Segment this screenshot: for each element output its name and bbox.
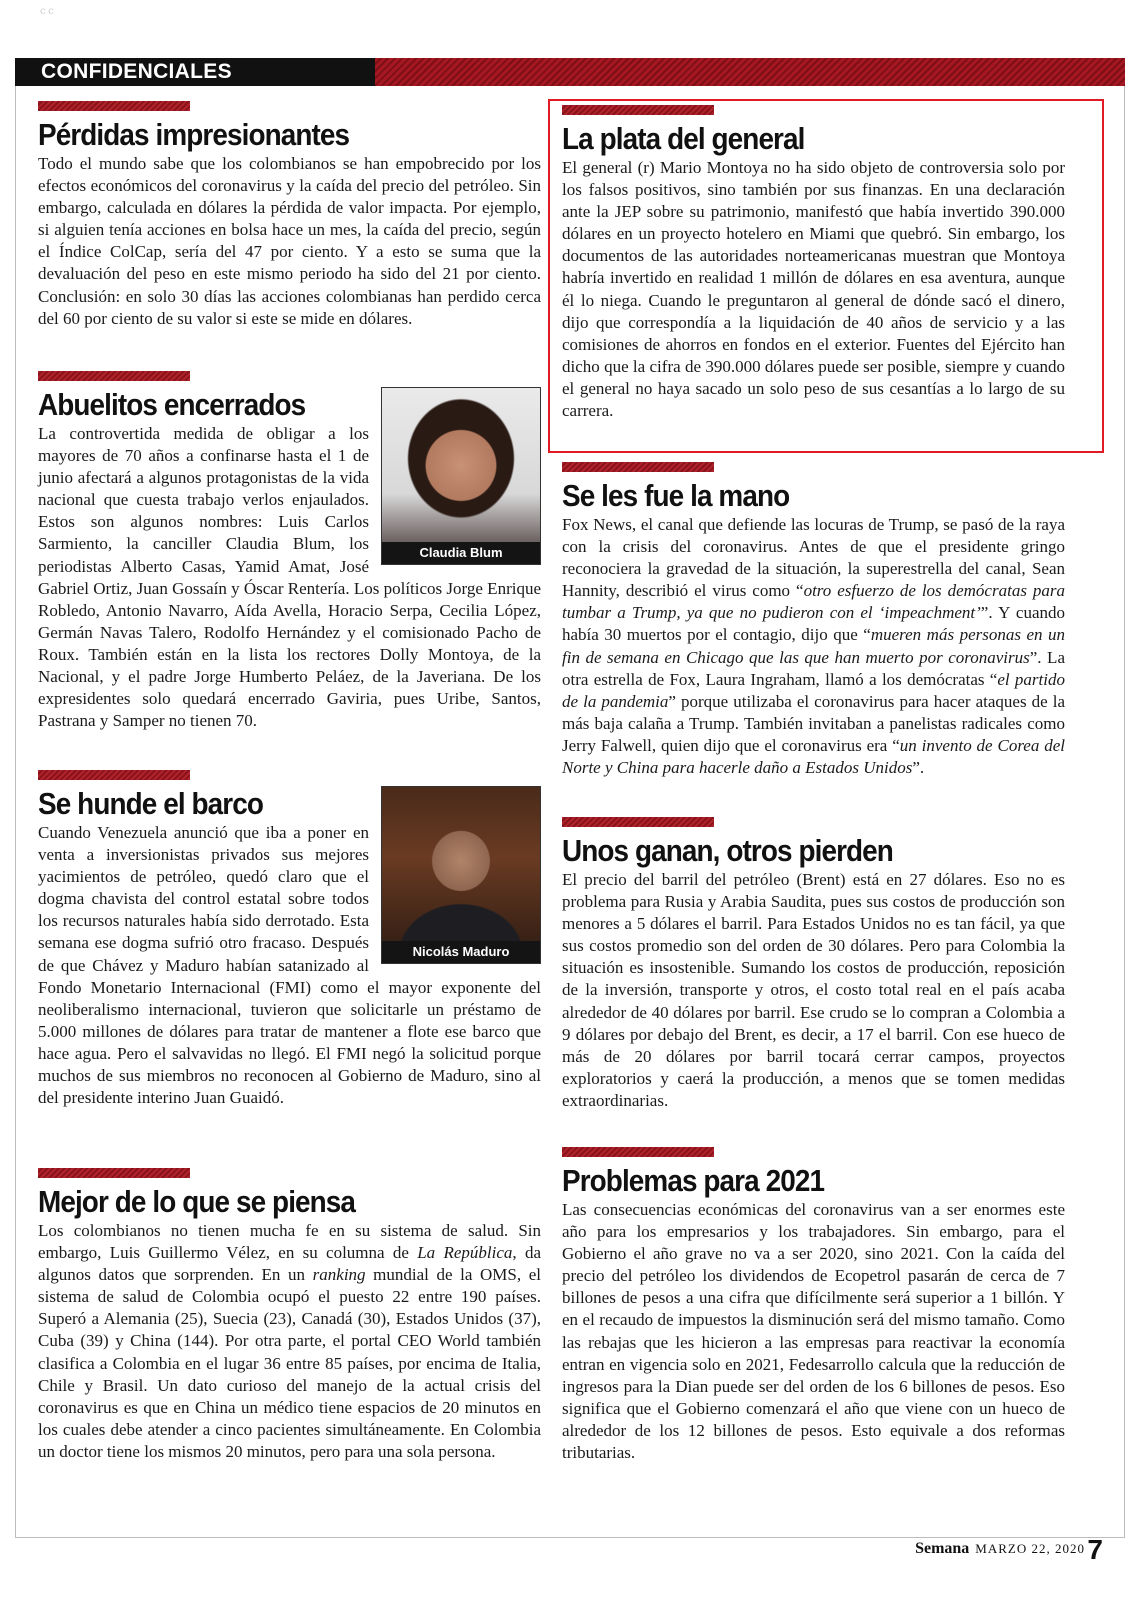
article-barco [38, 770, 541, 1109]
article-title: Problemas para 2021 [562, 1163, 825, 1198]
article-body: Los colombianos no tienen mucha fe en su sistema de salud. Sin embargo, Luis Guillermo Vélez, en su columna de La República, da algunos datos que sorprenden. En un ranking mundial de la OMS, el sistema de salud de Colombia ocupó el puesto 22 entre 190 países. Superó a Alemania (25), Suecia (23), Canadá (30), Estados Unidos (37), Cuba (39) y China (144). Por otra parte, el portal CEO World también clasifica a Colombia en el lugar 36 entre 85 países, por encima de Italia, Chile y Brasil. Un dato curioso del manejo de la actual crisis del coronavirus es que en China un médico tiene espacios de 20 minutos en los cuales debe atender a cinco pacientes simultáneamente. En Colombia un doctor tiene los mismos 20 minutos, pero para una sola persona. [38, 1221, 541, 1461]
article-title: Pérdidas impresionantes [38, 117, 350, 152]
article-rule [562, 1147, 714, 1157]
article-rule [38, 101, 190, 111]
article-body: El precio del barril del petróleo (Brent) está en 27 dólares. Eso no es problema para Rusia y Arabia Saudita, pues sus costos de producción son menores a 5 dólares el barril. Para Estados Unidos no es tan fácil, ya que sus costos promedio son del orden de 30 dólares. Pero para Colombia la situación es insostenible. Sumando los costos de producción, reposición de la inversión, transporte y otros, el costo total real en el país acaba alrededor de 40 dólares por barril. Ese crudo se lo compran a Colombia a 9 dólares por debajo del Brent, es decir, a 17 el barril. Con ese hueco de más de 20 dólares por barril tocará cerrar campos, proyectos exploratorios y caerá la producción, a menos que se tomen medidas extraordinarias. [562, 870, 1065, 1110]
article-body: La controvertida medida de obligar a los mayores de 70 años a confinarse hasta el 1 de junio afectará a algunos protagonistas de la vida nacional que cuesta trabajo verlos enjaulados. Estos son algunos nombres: Luis Carlos Sarmiento, la canciller Claudia Blum, los periodistas Alberto Casas, Yamid Amat, José Gabriel Ortiz, Juan Gossaín y Óscar Rentería. Los políticos Jorge Enrique Robledo, Antonio Navarro, Aída Avella, Horacio Serpa, Cecilia López, Germán Navas Talero, Rodolfo Hernández y el comisionado Pacho de Roux. También están en la lista los rectores Dolly Montoya, de la Nacional, y el padre Jorge Humberto Peláez, de la Javeriana. De los expresidentes solo quedará encerrado Gaviria, pues Uribe, Santos, Pastrana y Samper no tienen 70. [38, 424, 541, 731]
article-body: Fox News, el canal que defiende las locuras de Trump, se pasó de la raya con la crisis del coronavirus. Antes de que el presidente gringo reconociera la gravedad de la situación, la superestrella del canal, Sean Hannity, describió el virus como “otro esfuerzo de los demócratas para tumbar a Trump, ya que no pudieron con el ‘impeachment’”. Y cuando había 30 muertos por el contagio, dijo que “mueren más personas en un fin de semana en Chicago que las que han muerto por coronavirus”. La otra estrella de Fox, Laura Ingraham, llamó a los demócratas “el partido de la pandemia” porque utilizaba el coronavirus para hacer ataques de la más baja calaña a Trump. También invitaban a panelistas radicales como Jerry Falwell, quien dijo que el coronavirus era “un invento de Corea del Norte y China para hacerle daño a Estados Unidos”. [562, 515, 1066, 778]
scan-marks: ⅽ ⅽ [40, 6, 54, 17]
article-title: Se les fue la mano [562, 478, 790, 513]
article-rule [562, 105, 714, 115]
article-title: Abuelitos encerrados [38, 387, 306, 422]
article-plata [562, 105, 1065, 422]
photo-caption: Claudia Blum [382, 542, 540, 564]
issue-date: MARZO 22, 2020 [975, 1541, 1085, 1556]
article-body: Las consecuencias económicas del coronavirus van a ser enormes este año para los empresarios y los trabajadores. Sin embargo, para el Gobierno el año grave no va a ser 2020, sino 2021. Con la caída del precio del petróleo los dividendos de Ecopetrol pasarán de cerca de 7 billones de pesos a una cifra que difícilmente será superior a 1 billón. Y en el recaudo de impuestos la disminución será del mismo tamaño. Como las rebajas que les hicieron a las empresas para reactivar la economía entran en vigencia solo en 2021, Fedesarrollo calcula que la reducción de ingresos para la Dian puede ser del orden de los 6 billones de pesos. Eso significa que el Gobierno comenzará el año que viene con un hueco de alrededor de los 12 billones de pesos. Esto equivale a dos reformas tributarias. [562, 1200, 1065, 1463]
article-perdidas [38, 101, 541, 330]
article-body: Cuando Venezuela anunció que iba a poner en venta a inversionistas privados sus mejores yacimientos de petróleo, quedó claro que el dogma chavista del control estatal sobre todos los recursos naturales había sido derrotado. Esta semana ese dogma sufrió otro fracaso. Después de que Chávez y Maduro habían satanizado al Fondo Monetario Internacional (FMI) como el mayor exponente del neoliberalismo internacional, tuvieron que solicitarle un préstamo de 5.000 millones de dólares para tratar de mantener a flote ese barco que hace agua. Pero el salvavidas no llegó. El FMI negó la solicitud porque muchos de sus miembros no reconocen al Gobierno de Maduro, sino al del presidente interino Juan Guaidó. [38, 823, 541, 1108]
magazine-brand: Semana [915, 1540, 970, 1557]
article-mano [562, 462, 1065, 779]
article-rule [38, 1168, 190, 1178]
page-number: 7 [1087, 1534, 1103, 1565]
article-body: El general (r) Mario Montoya no ha sido objeto de controversia solo por los falsos positivos, sino también por sus finanzas. En una declaración ante la JEP sobre su patrimonio, manifestó que había invertido 390.000 dólares en un proyecto hotelero en Miami que quebró. Sin embargo, los documentos de las autoridades norteamericanas muestran que Montoya habría invertido en realidad 1 millón de dólares en esa aventura, aunque él lo niega. Cuando le preguntaron al general de dónde sacó el dinero, dijo que correspondía a la liquidación de 40 años de servicio y a las comisiones de ahorros en fondos en el exterior. Fuentes del Ejército han dicho que la cifra de 390.000 dólares puede ser posible, siempre y cuando el general no haya sacado un solo peso de sus cesantías a lo largo de su carrera. [562, 158, 1065, 421]
photo-claudia-blum [381, 387, 541, 565]
article-title: La plata del general [562, 121, 805, 156]
article-rule [38, 770, 190, 780]
article-unos [562, 817, 1065, 1112]
photo-nicolas-maduro [381, 786, 541, 964]
article-rule [38, 371, 190, 381]
article-mejor [38, 1168, 541, 1463]
article-abuelitos [38, 371, 541, 732]
article-rule [562, 817, 714, 827]
article-title: Se hunde el barco [38, 786, 264, 821]
article-rule [562, 462, 714, 472]
section-label: CONFIDENCIALES [15, 58, 375, 86]
article-title: Unos ganan, otros pierden [562, 833, 893, 868]
article-body: Todo el mundo sabe que los colombianos se han empobrecido por los efectos económicos del coronavirus y la caída del precio del petróleo. Sin embargo, calculada en dólares la pérdida de valor impacta. Por ejemplo, si alguien tenía acciones en bolsa hace un mes, la caída del precio, según el Índice ColCap, sería del 47 por ciento. Y a esto se suma que la devaluación del peso en este mismo periodo ha sido del 21 por ciento. Conclusión: en solo 30 días las acciones colombianas han perdido cerca del 60 por ciento de su valor si este se mide en dólares. [38, 154, 541, 328]
article-problemas [562, 1147, 1065, 1464]
photo-caption: Nicolás Maduro [382, 941, 540, 963]
article-title: Mejor de lo que se piensa [38, 1184, 356, 1219]
page-footer [915, 1540, 1085, 1558]
